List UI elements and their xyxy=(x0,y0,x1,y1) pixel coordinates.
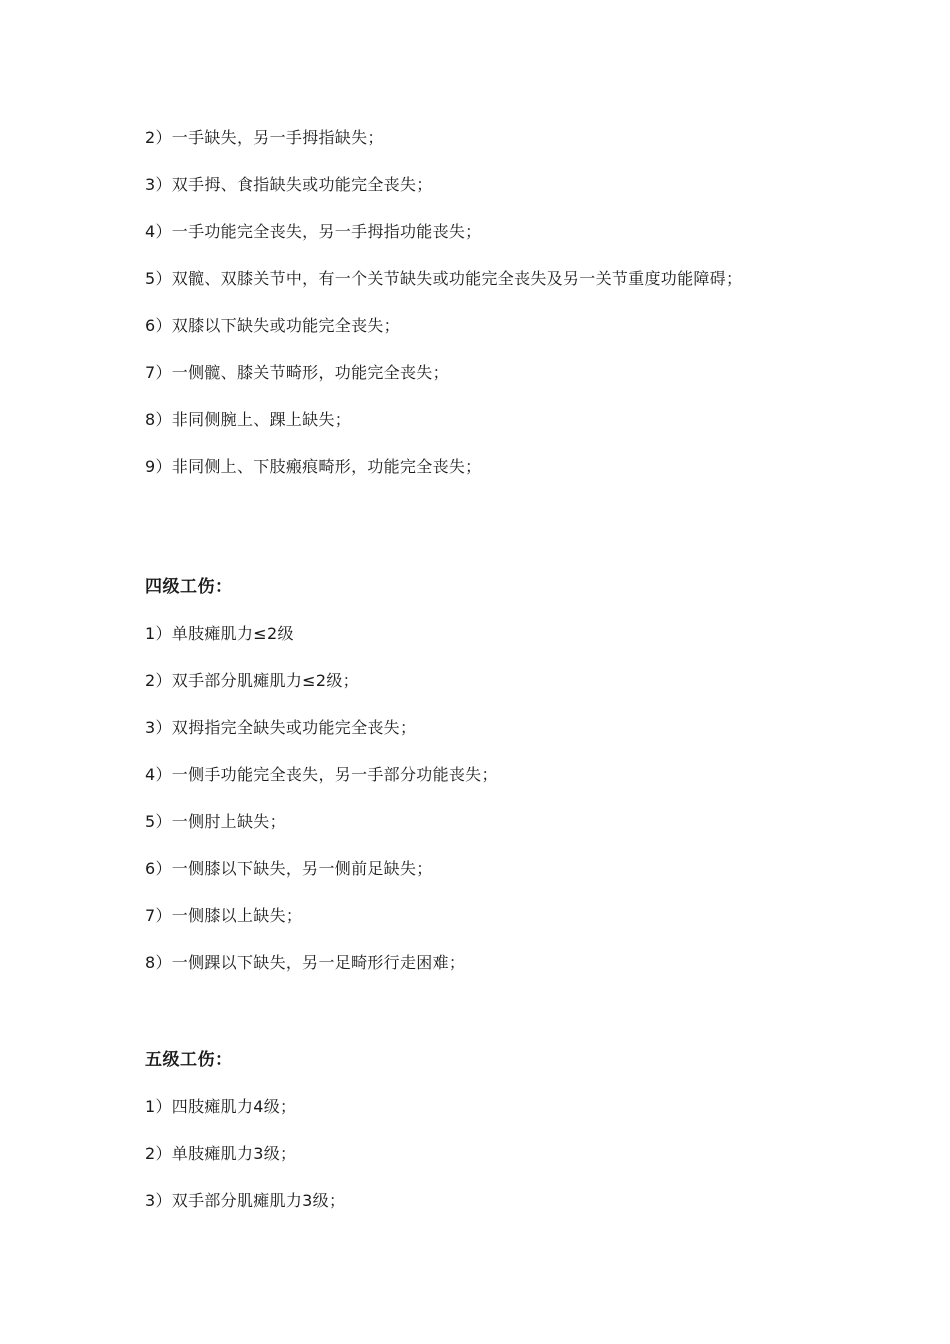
list-item: 5）双髋、双膝关节中，有一个关节缺失或功能完全丧失及另一关节重度功能障碍； xyxy=(145,269,743,288)
list-item: 7）一侧膝以上缺失； xyxy=(145,906,303,925)
list-item: 3）双拇指完全缺失或功能完全丧失； xyxy=(145,718,417,737)
list-item: 8）非同侧腕上、踝上缺失； xyxy=(145,410,352,429)
list-item: 5）一侧肘上缺失； xyxy=(145,812,286,831)
list-item: 9）非同侧上、下肢瘢痕畸形，功能完全丧失； xyxy=(145,457,482,476)
section-heading: 四级工伤： xyxy=(145,577,233,597)
list-item: 1）单肢瘫肌力≤2级 xyxy=(145,624,294,643)
list-item: 2）一手缺失，另一手拇指缺失； xyxy=(145,128,384,147)
list-item: 1）四肢瘫肌力4级； xyxy=(145,1097,297,1116)
list-item: 6）一侧膝以下缺失，另一侧前足缺失； xyxy=(145,859,433,878)
grade-4-section xyxy=(145,575,815,998)
list-item: 4）一手功能完全丧失，另一手拇指功能丧失； xyxy=(145,222,482,241)
list-item: 3）双手拇、食指缺失或功能完全丧失； xyxy=(145,175,433,194)
list-item: 7）一侧髋、膝关节畸形，功能完全丧失； xyxy=(145,363,449,382)
section-heading: 五级工伤： xyxy=(145,1050,233,1070)
list-item: 6）双膝以下缺失或功能完全丧失； xyxy=(145,316,400,335)
grade-5-section xyxy=(145,1048,815,1236)
list-item: 2）双手部分肌瘫肌力≤2级； xyxy=(145,671,359,690)
list-item: 3）双手部分肌瘫肌力3级； xyxy=(145,1191,346,1210)
list-item: 2）单肢瘫肌力3级； xyxy=(145,1144,297,1163)
grade-3-continued-list xyxy=(145,126,815,502)
list-item: 4）一侧手功能完全丧失，另一手部分功能丧失； xyxy=(145,765,498,784)
list-item: 8）一侧踝以下缺失，另一足畸形行走困难； xyxy=(145,953,466,972)
